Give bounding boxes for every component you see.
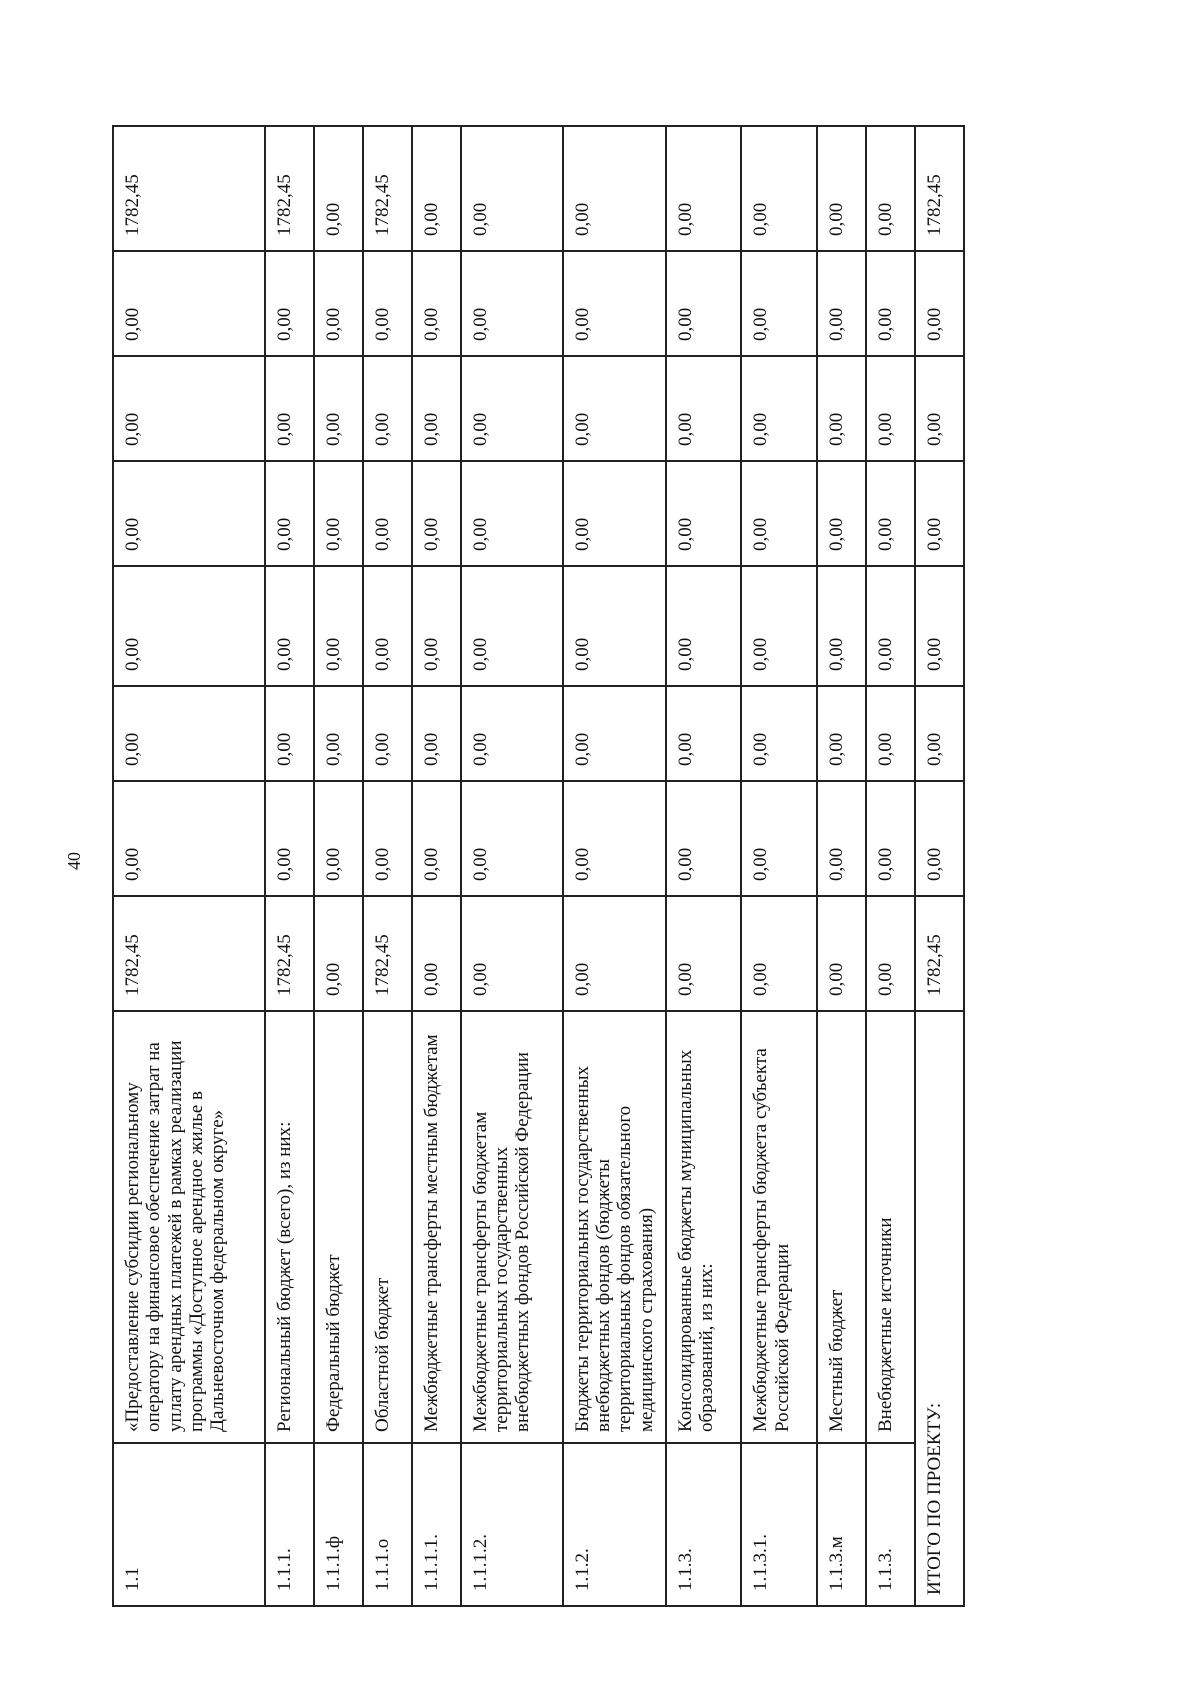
value-cell: 0,00 (314, 896, 363, 1011)
value-cell: 0,00 (314, 356, 363, 461)
value-cell: 0,00 (666, 251, 742, 356)
value-cell: 0,00 (563, 251, 666, 356)
value-cell: 0,00 (866, 781, 915, 896)
value-cell: 0,00 (314, 566, 363, 686)
value-cell: 0,00 (461, 126, 563, 251)
value-cell: 1782,45 (363, 896, 412, 1011)
value-cell: 0,00 (866, 566, 915, 686)
value-cell: 0,00 (265, 251, 314, 356)
value-cell: 0,00 (113, 781, 265, 896)
value-cell: 0,00 (314, 781, 363, 896)
value-cell: 0,00 (666, 126, 742, 251)
total-value-cell: 0,00 (915, 686, 964, 781)
row-code: 1.1.1.2. (461, 1443, 563, 1606)
value-cell: 0,00 (866, 356, 915, 461)
row-name: Областной бюджет (363, 1011, 412, 1443)
table-row (666, 126, 742, 1606)
value-cell: 0,00 (563, 781, 666, 896)
value-cell: 0,00 (461, 356, 563, 461)
value-cell: 0,00 (113, 251, 265, 356)
value-cell: 0,00 (314, 251, 363, 356)
value-cell: 0,00 (113, 686, 265, 781)
value-cell: 0,00 (817, 566, 866, 686)
value-cell: 0,00 (666, 686, 742, 781)
row-name: Бюджеты территориальных государственных внебюджетных фондов (бюджеты территориальных фондов обязательного медицинского страхования) (563, 1011, 666, 1443)
value-cell: 0,00 (666, 566, 742, 686)
value-cell: 0,00 (265, 686, 314, 781)
value-cell: 0,00 (563, 461, 666, 566)
value-cell: 0,00 (666, 896, 742, 1011)
value-cell: 0,00 (412, 781, 461, 896)
value-cell: 0,00 (461, 781, 563, 896)
value-cell: 1782,45 (113, 896, 265, 1011)
value-cell: 0,00 (412, 686, 461, 781)
value-cell: 0,00 (866, 461, 915, 566)
table-row (866, 126, 915, 1606)
value-cell: 0,00 (563, 686, 666, 781)
row-code: 1.1.1. (265, 1443, 314, 1606)
value-cell: 0,00 (817, 356, 866, 461)
row-code: 1.1 (113, 1443, 265, 1606)
value-cell: 0,00 (866, 686, 915, 781)
value-cell: 0,00 (265, 566, 314, 686)
value-cell: 0,00 (314, 686, 363, 781)
value-cell: 0,00 (412, 566, 461, 686)
value-cell: 0,00 (817, 461, 866, 566)
row-name: Межбюджетные трансферты бюджетам территориальных государственных внебюджетных фондов Российской Федерации (461, 1011, 563, 1443)
table-row (817, 126, 866, 1606)
value-cell: 0,00 (412, 251, 461, 356)
value-cell: 0,00 (817, 896, 866, 1011)
rotated-table-container (112, 127, 965, 1607)
value-cell: 0,00 (741, 126, 817, 251)
row-name: Внебюджетные источники (866, 1011, 915, 1443)
value-cell: 0,00 (412, 461, 461, 566)
row-name: Межбюджетные трансферты бюджета субъекта Российской Федерации (741, 1011, 817, 1443)
value-cell: 0,00 (412, 896, 461, 1011)
value-cell: 0,00 (265, 461, 314, 566)
row-name: Региональный бюджет (всего), из них: (265, 1011, 314, 1443)
value-cell: 0,00 (741, 781, 817, 896)
value-cell: 0,00 (113, 566, 265, 686)
value-cell: 0,00 (363, 356, 412, 461)
value-cell: 0,00 (265, 781, 314, 896)
total-row (915, 126, 964, 1606)
total-value-cell: 0,00 (915, 461, 964, 566)
value-cell: 0,00 (265, 356, 314, 461)
value-cell: 0,00 (741, 251, 817, 356)
value-cell: 0,00 (461, 461, 563, 566)
value-cell: 0,00 (817, 126, 866, 251)
row-code: 1.1.3.м (817, 1443, 866, 1606)
value-cell: 0,00 (461, 566, 563, 686)
row-code: 1.1.2. (563, 1443, 666, 1606)
value-cell: 0,00 (461, 896, 563, 1011)
value-cell: 0,00 (563, 126, 666, 251)
value-cell: 0,00 (363, 781, 412, 896)
table-row (363, 126, 412, 1606)
value-cell: 1782,45 (265, 896, 314, 1011)
value-cell: 0,00 (866, 896, 915, 1011)
value-cell: 0,00 (666, 356, 742, 461)
value-cell: 0,00 (741, 356, 817, 461)
value-cell: 0,00 (314, 461, 363, 566)
row-code: 1.1.3. (666, 1443, 742, 1606)
value-cell: 0,00 (363, 461, 412, 566)
value-cell: 0,00 (314, 126, 363, 251)
value-cell: 0,00 (563, 356, 666, 461)
total-value-cell: 0,00 (915, 251, 964, 356)
row-code: 1.1.3. (866, 1443, 915, 1606)
value-cell: 0,00 (563, 896, 666, 1011)
row-code: 1.1.3.1. (741, 1443, 817, 1606)
value-cell: 0,00 (741, 461, 817, 566)
page-number: 40 (63, 852, 84, 870)
value-cell: 0,00 (363, 251, 412, 356)
row-name: Межбюджетные трансферты местным бюджетам (412, 1011, 461, 1443)
value-cell: 0,00 (666, 781, 742, 896)
total-value-cell: 0,00 (915, 356, 964, 461)
value-cell: 0,00 (563, 566, 666, 686)
value-cell: 0,00 (817, 781, 866, 896)
value-cell: 0,00 (113, 356, 265, 461)
total-value-cell: 1782,45 (915, 896, 964, 1011)
row-name: Местный бюджет (817, 1011, 866, 1443)
table-row (265, 126, 314, 1606)
value-cell: 0,00 (741, 686, 817, 781)
value-cell: 0,00 (817, 251, 866, 356)
table-row (741, 126, 817, 1606)
table-row (314, 126, 363, 1606)
value-cell: 0,00 (741, 896, 817, 1011)
row-name: Консолидированные бюджеты муниципальных образований, из них: (666, 1011, 742, 1443)
value-cell: 0,00 (363, 686, 412, 781)
value-cell: 0,00 (113, 461, 265, 566)
table-body (113, 126, 964, 1606)
table-row (461, 126, 563, 1606)
value-cell: 0,00 (461, 251, 563, 356)
value-cell: 0,00 (412, 356, 461, 461)
budget-table (112, 125, 965, 1607)
value-cell: 0,00 (866, 126, 915, 251)
row-name: Федеральный бюджет (314, 1011, 363, 1443)
table-row (113, 126, 265, 1606)
total-value-cell: 0,00 (915, 781, 964, 896)
value-cell: 0,00 (817, 686, 866, 781)
value-cell: 0,00 (666, 461, 742, 566)
value-cell: 0,00 (412, 126, 461, 251)
total-value-cell: 1782,45 (915, 126, 964, 251)
value-cell: 0,00 (461, 686, 563, 781)
row-code: 1.1.1.1. (412, 1443, 461, 1606)
total-label: ИТОГО ПО ПРОЕКТУ: (915, 1011, 964, 1606)
value-cell: 1782,45 (113, 126, 265, 251)
row-code: 1.1.1.о (363, 1443, 412, 1606)
row-name: «Предоставление субсидии региональному оператору на финансовое обеспечение затрат на уплату арендных платежей в рамках реализации программы «Доступное арендное жилье в Дальневосточном федеральном округе» (113, 1011, 265, 1443)
table-row (563, 126, 666, 1606)
value-cell: 0,00 (741, 566, 817, 686)
table-row (412, 126, 461, 1606)
value-cell: 0,00 (363, 566, 412, 686)
row-code: 1.1.1.ф (314, 1443, 363, 1606)
value-cell: 0,00 (866, 251, 915, 356)
total-value-cell: 0,00 (915, 566, 964, 686)
value-cell: 1782,45 (363, 126, 412, 251)
value-cell: 1782,45 (265, 126, 314, 251)
